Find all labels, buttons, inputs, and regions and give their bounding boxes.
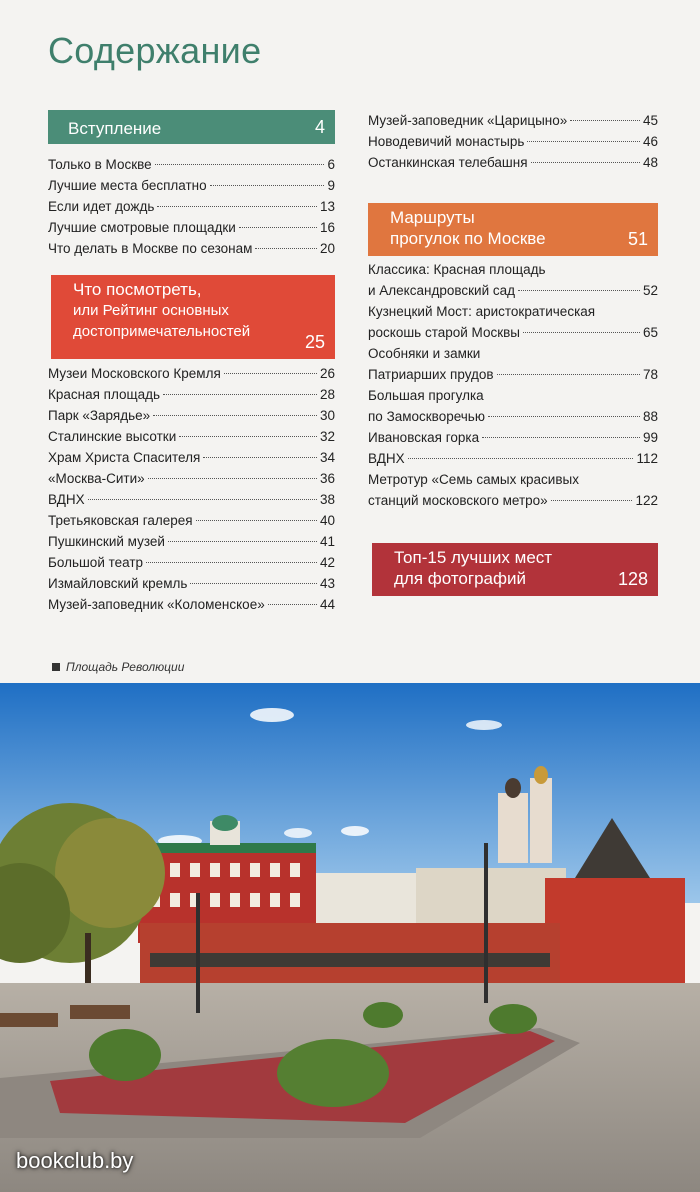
entry-title: Музей-заповедник «Коломенское» [48,597,265,612]
toc-left-column [48,110,335,615]
entry-title: Что делать в Москве по сезонам [48,241,253,256]
section-header-photo-spots[interactable] [372,543,658,596]
entry-title: и Александровский сад [368,283,515,298]
entry-row [368,364,658,385]
toc-entry[interactable] [48,154,335,175]
entry-page: 43 [319,576,335,591]
entry-title: Храм Христа Спасителя [48,450,201,465]
toc-entry[interactable] [48,510,335,531]
entry-page: 34 [319,450,335,465]
dot-leader [210,185,325,186]
section-title-line: Маршруты [390,208,475,227]
toc-entry[interactable] [48,552,335,573]
entry-page: 9 [327,178,335,193]
section-header-routes[interactable] [368,203,658,256]
dot-leader [488,416,640,417]
dot-leader [255,248,317,249]
entry-title: Сталинские высотки [48,429,177,444]
entry-row [368,406,658,427]
section-title-line: Топ-15 лучших мест [394,548,553,567]
dot-leader [163,394,317,395]
dot-leader [88,499,317,500]
entry-title: Парк «Зарядье» [48,408,151,423]
entry-page: 48 [642,155,658,170]
entry-page: 36 [319,471,335,486]
entry-title-line: Кузнецкий Мост: аристократическая [368,304,596,319]
section-title-line: для фотографий [394,569,526,588]
caption-text: Площадь Революции [66,660,185,674]
page-title: Содержание [48,30,262,71]
toc-entry[interactable] [368,469,658,511]
toc-entry[interactable] [368,427,658,448]
entry-title: Третьяковская галерея [48,513,193,528]
entry-page: 30 [319,408,335,423]
entry-title: по Замоскворечью [368,409,485,424]
section-page: 25 [304,332,325,352]
watermark: bookclub.by [16,1148,134,1173]
dot-leader [153,415,317,416]
entry-page: 28 [319,387,335,402]
caption-square-icon [52,663,60,671]
entry-page: 99 [642,430,658,445]
entry-page: 32 [319,429,335,444]
toc-entry[interactable] [368,385,658,427]
entry-row [368,427,658,448]
entry-row [368,490,658,511]
entry-row [368,322,658,343]
section-title-line: или Рейтинг основных [73,302,229,319]
dot-leader [157,206,317,207]
section-page: 51 [627,229,648,249]
dot-leader [168,541,317,542]
dot-leader [155,164,325,165]
entry-title: станций московского метро» [368,493,548,508]
entry-page: 65 [642,325,658,340]
entry-title: ВДНХ [48,492,85,507]
entry-page: 42 [319,555,335,570]
toc-list-sights [48,363,335,615]
toc-entry[interactable] [368,301,658,343]
toc-entry[interactable] [48,196,335,217]
dot-leader [523,332,640,333]
toc-entry[interactable] [48,175,335,196]
dot-leader [179,436,317,437]
toc-entry[interactable] [48,426,335,447]
dot-leader [148,478,317,479]
dot-leader [146,562,317,563]
toc-entry[interactable] [48,594,335,615]
entry-title: Только в Москве [48,157,152,172]
toc-entry[interactable] [368,152,658,173]
toc-entry[interactable] [48,489,335,510]
dot-leader [527,141,640,142]
entry-title-line: Метротур «Семь самых красивых [368,472,579,487]
toc-entry[interactable] [368,448,658,469]
section-title-line: Что посмотреть, [73,280,202,299]
toc-list-routes [368,259,658,511]
entry-page: 41 [319,534,335,549]
entry-page: 20 [319,241,335,256]
photo-caption [52,660,184,674]
section-header-sights[interactable] [51,275,335,359]
toc-entry[interactable] [48,363,335,384]
toc-entry[interactable] [368,110,658,131]
entry-page: 78 [642,367,658,382]
entry-title-line: Особняки и замки [368,346,481,361]
entry-page: 13 [319,199,335,214]
dot-leader [190,583,317,584]
dot-leader [408,458,634,459]
photo-revolution-square [0,683,700,1192]
toc-entry[interactable] [48,573,335,594]
section-header-intro[interactable] [48,110,335,144]
entry-title-line: Большая прогулка [368,388,484,403]
dot-leader [203,457,317,458]
dot-leader [518,290,640,291]
entry-title: роскошь старой Москвы [368,325,520,340]
toc-entry[interactable] [368,131,658,152]
entry-title: Патриарших прудов [368,367,494,382]
entry-page: 38 [319,492,335,507]
entry-title: Лучшие места бесплатно [48,178,207,193]
entry-title: Музеи Московского Кремля [48,366,221,381]
toc-entry[interactable] [368,259,658,301]
entry-title: ВДНХ [368,451,405,466]
dot-leader [551,500,633,501]
entry-page: 88 [642,409,658,424]
entry-title: Если идет дождь [48,199,155,214]
toc-entry[interactable] [48,384,335,405]
toc-entry[interactable] [48,531,335,552]
section-title-line: прогулок по Москве [390,229,546,248]
entry-row [368,448,658,469]
entry-title: «Москва-Сити» [48,471,145,486]
toc-entry[interactable] [48,238,335,259]
dot-leader [224,373,317,374]
entry-title: Красная площадь [48,387,161,402]
entry-page: 26 [319,366,335,381]
dot-leader [239,227,317,228]
dot-leader [268,604,317,605]
entry-page: 44 [319,597,335,612]
dot-leader [570,120,640,121]
dot-leader [482,437,640,438]
toc-list-intro [48,154,335,259]
entry-title: Пушкинский музей [48,534,165,549]
section-page: 4 [314,117,325,137]
entry-title: Музей-заповедник «Царицыно» [368,113,568,128]
entry-page: 52 [642,283,658,298]
entry-page: 16 [319,220,335,235]
entry-page: 112 [636,451,658,466]
entry-title: Большой театр [48,555,144,570]
toc-entry[interactable] [48,468,335,489]
section-title-line: достопримечательностей [73,323,251,340]
entry-page: 6 [327,157,335,172]
toc-list-continued [368,110,658,173]
entry-page: 122 [635,493,658,508]
entry-title-line: Классика: Красная площадь [368,262,546,277]
entry-title: Новодевичий монастырь [368,134,525,149]
entry-title: Ивановская горка [368,430,480,445]
section-title: Вступление [68,119,162,138]
entry-page: 46 [642,134,658,149]
dot-leader [196,520,317,521]
toc-entry[interactable] [48,447,335,468]
toc-entry[interactable] [48,405,335,426]
entry-page: 40 [319,513,335,528]
section-page: 128 [617,569,648,589]
toc-entry[interactable] [48,217,335,238]
dot-leader [531,162,640,163]
entry-page: 45 [642,113,658,128]
dot-leader [497,374,640,375]
entry-row [368,280,658,301]
entry-title: Лучшие смотровые площадки [48,220,236,235]
toc-right-column [368,110,658,596]
entry-title: Останкинская телебашня [368,155,528,170]
toc-entry[interactable] [368,343,658,385]
entry-title: Измайловский кремль [48,576,188,591]
